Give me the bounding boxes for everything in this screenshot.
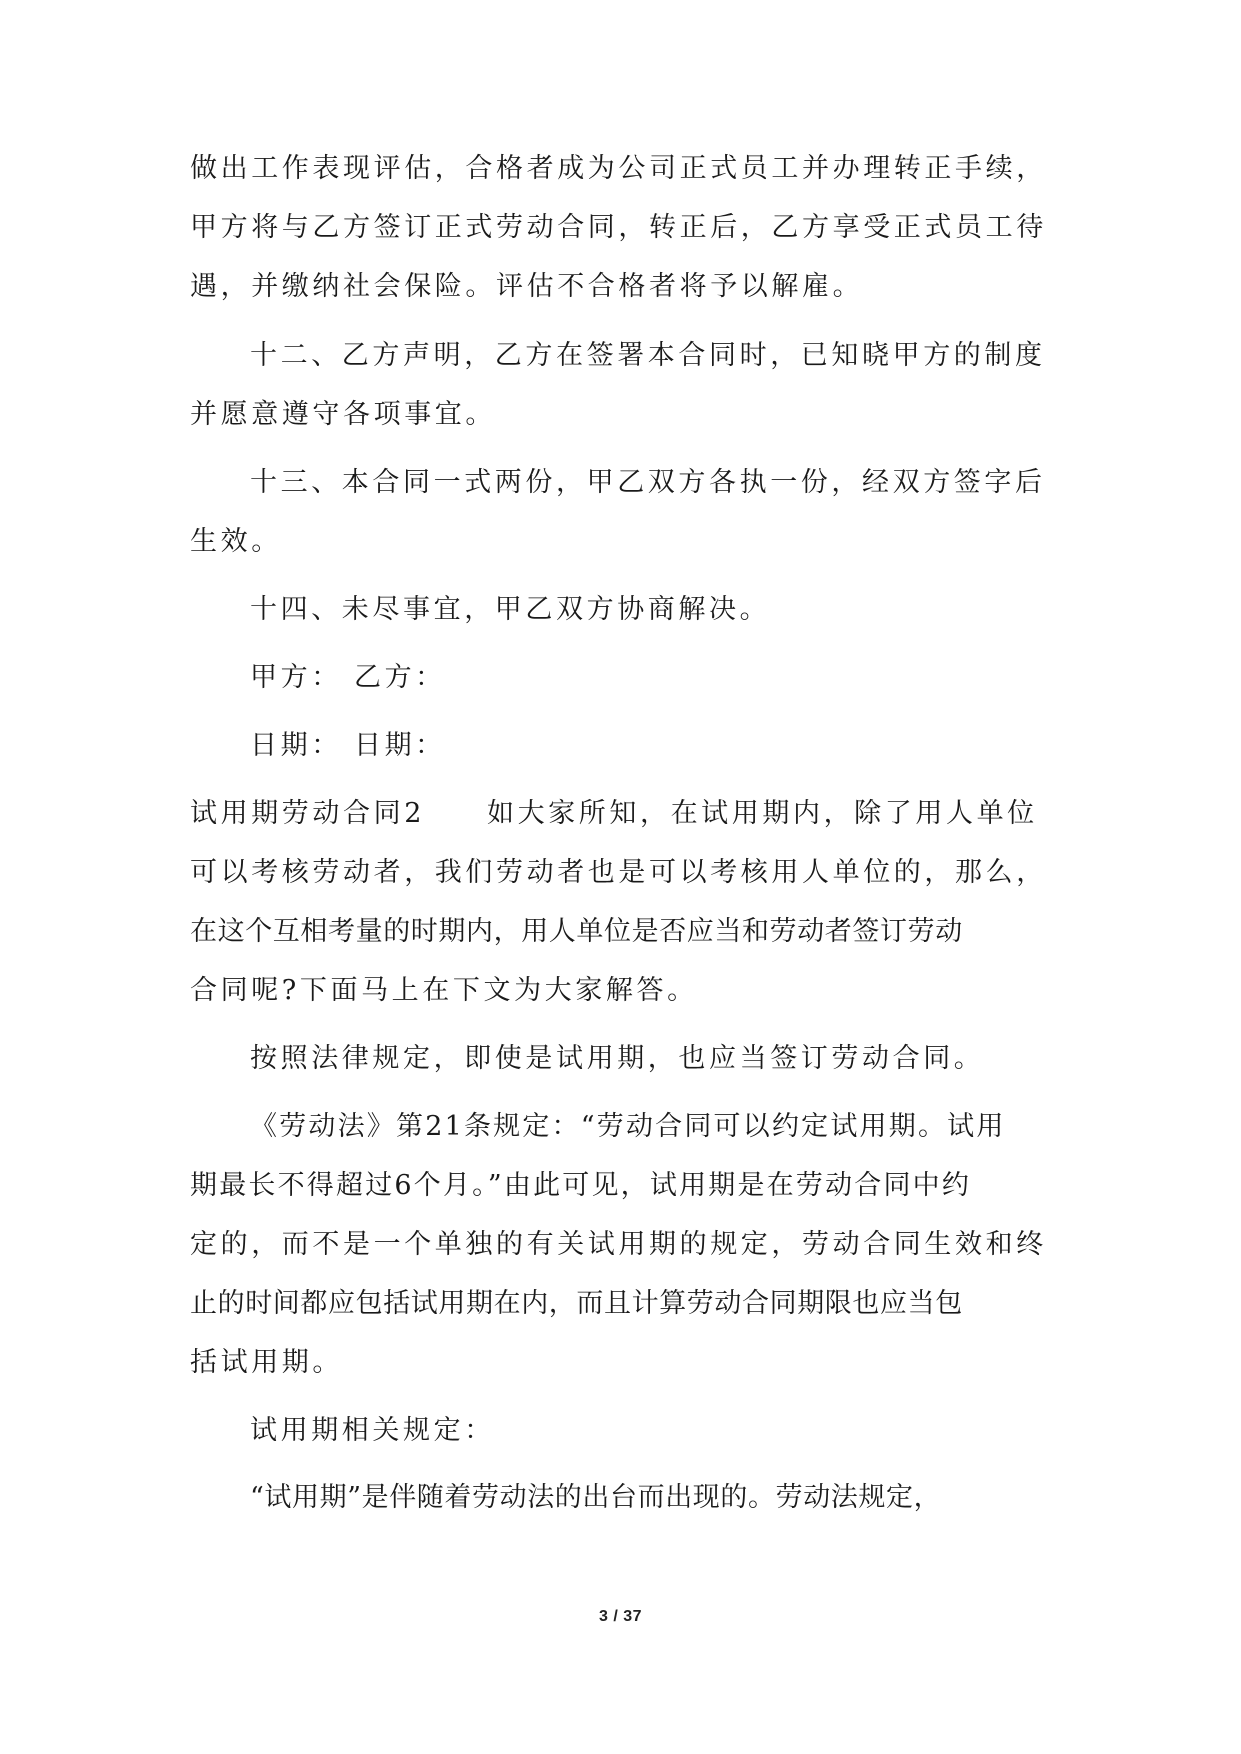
- text-line: 定的，而不是一个单独的有关试用期的规定，劳动合同生效和终: [190, 1229, 1047, 1260]
- paragraph-law-requirement: 按照法律规定，即使是试用期，也应当签订劳动合同。: [250, 1043, 985, 1074]
- text-line: 期最长不得超过6个月。”由此可见，试用期是在劳动合同中约: [190, 1170, 972, 1201]
- section-intro: 如大家所知，在试用期内，除了用人单位: [486, 798, 1038, 829]
- text-line: 遇，并缴纳社会保险。评估不合格者将予以解雇。: [190, 271, 864, 302]
- section-heading: 试用期劳动合同2: [190, 798, 425, 829]
- text-line: 合同呢?下面马上在下文为大家解答。: [190, 975, 698, 1006]
- text-line: 并愿意遵守各项事宜。: [190, 399, 496, 430]
- text-line: 可以考核劳动者，我们劳动者也是可以考核用人单位的，那么，: [190, 857, 1047, 888]
- paragraph-related-rules: 试用期相关规定：: [250, 1415, 495, 1446]
- text-line: 在这个互相考量的时期内，用人单位是否应当和劳动者签订劳动: [190, 916, 963, 947]
- paragraph-12: 十二、乙方声明，乙方在签署本合同时，已知晓甲方的制度: [250, 340, 1046, 371]
- paragraph-probation-origin: “试用期”是伴随着劳动法的出台而出现的。劳动法规定，: [250, 1482, 942, 1513]
- paragraph-14: 十四、未尽事宜，甲乙双方协商解决。: [250, 594, 771, 625]
- paragraph-13: 十三、本合同一式两份，甲乙双方各执一份，经双方签字后: [250, 467, 1046, 498]
- text-line: 生效。: [190, 526, 282, 557]
- signature-date-line: 日期： 日期：: [250, 730, 446, 761]
- page-number: 3 / 37: [598, 1608, 643, 1625]
- section-heading-line: [190, 797, 1038, 831]
- text-line: 甲方将与乙方签订正式劳动合同，转正后，乙方享受正式员工待: [190, 212, 1047, 243]
- text-line: 止的时间都应包括试用期在内，而且计算劳动合同期限也应当包: [190, 1288, 963, 1319]
- paragraph-labor-law-quote: 《劳动法》第21条规定：“劳动合同可以约定试用期。试用: [250, 1111, 1006, 1142]
- text-line: 做出工作表现评估，合格者成为公司正式员工并办理转正手续，: [190, 153, 1047, 184]
- signature-party-line: 甲方： 乙方：: [250, 662, 446, 693]
- text-line: 括试用期。: [190, 1347, 343, 1378]
